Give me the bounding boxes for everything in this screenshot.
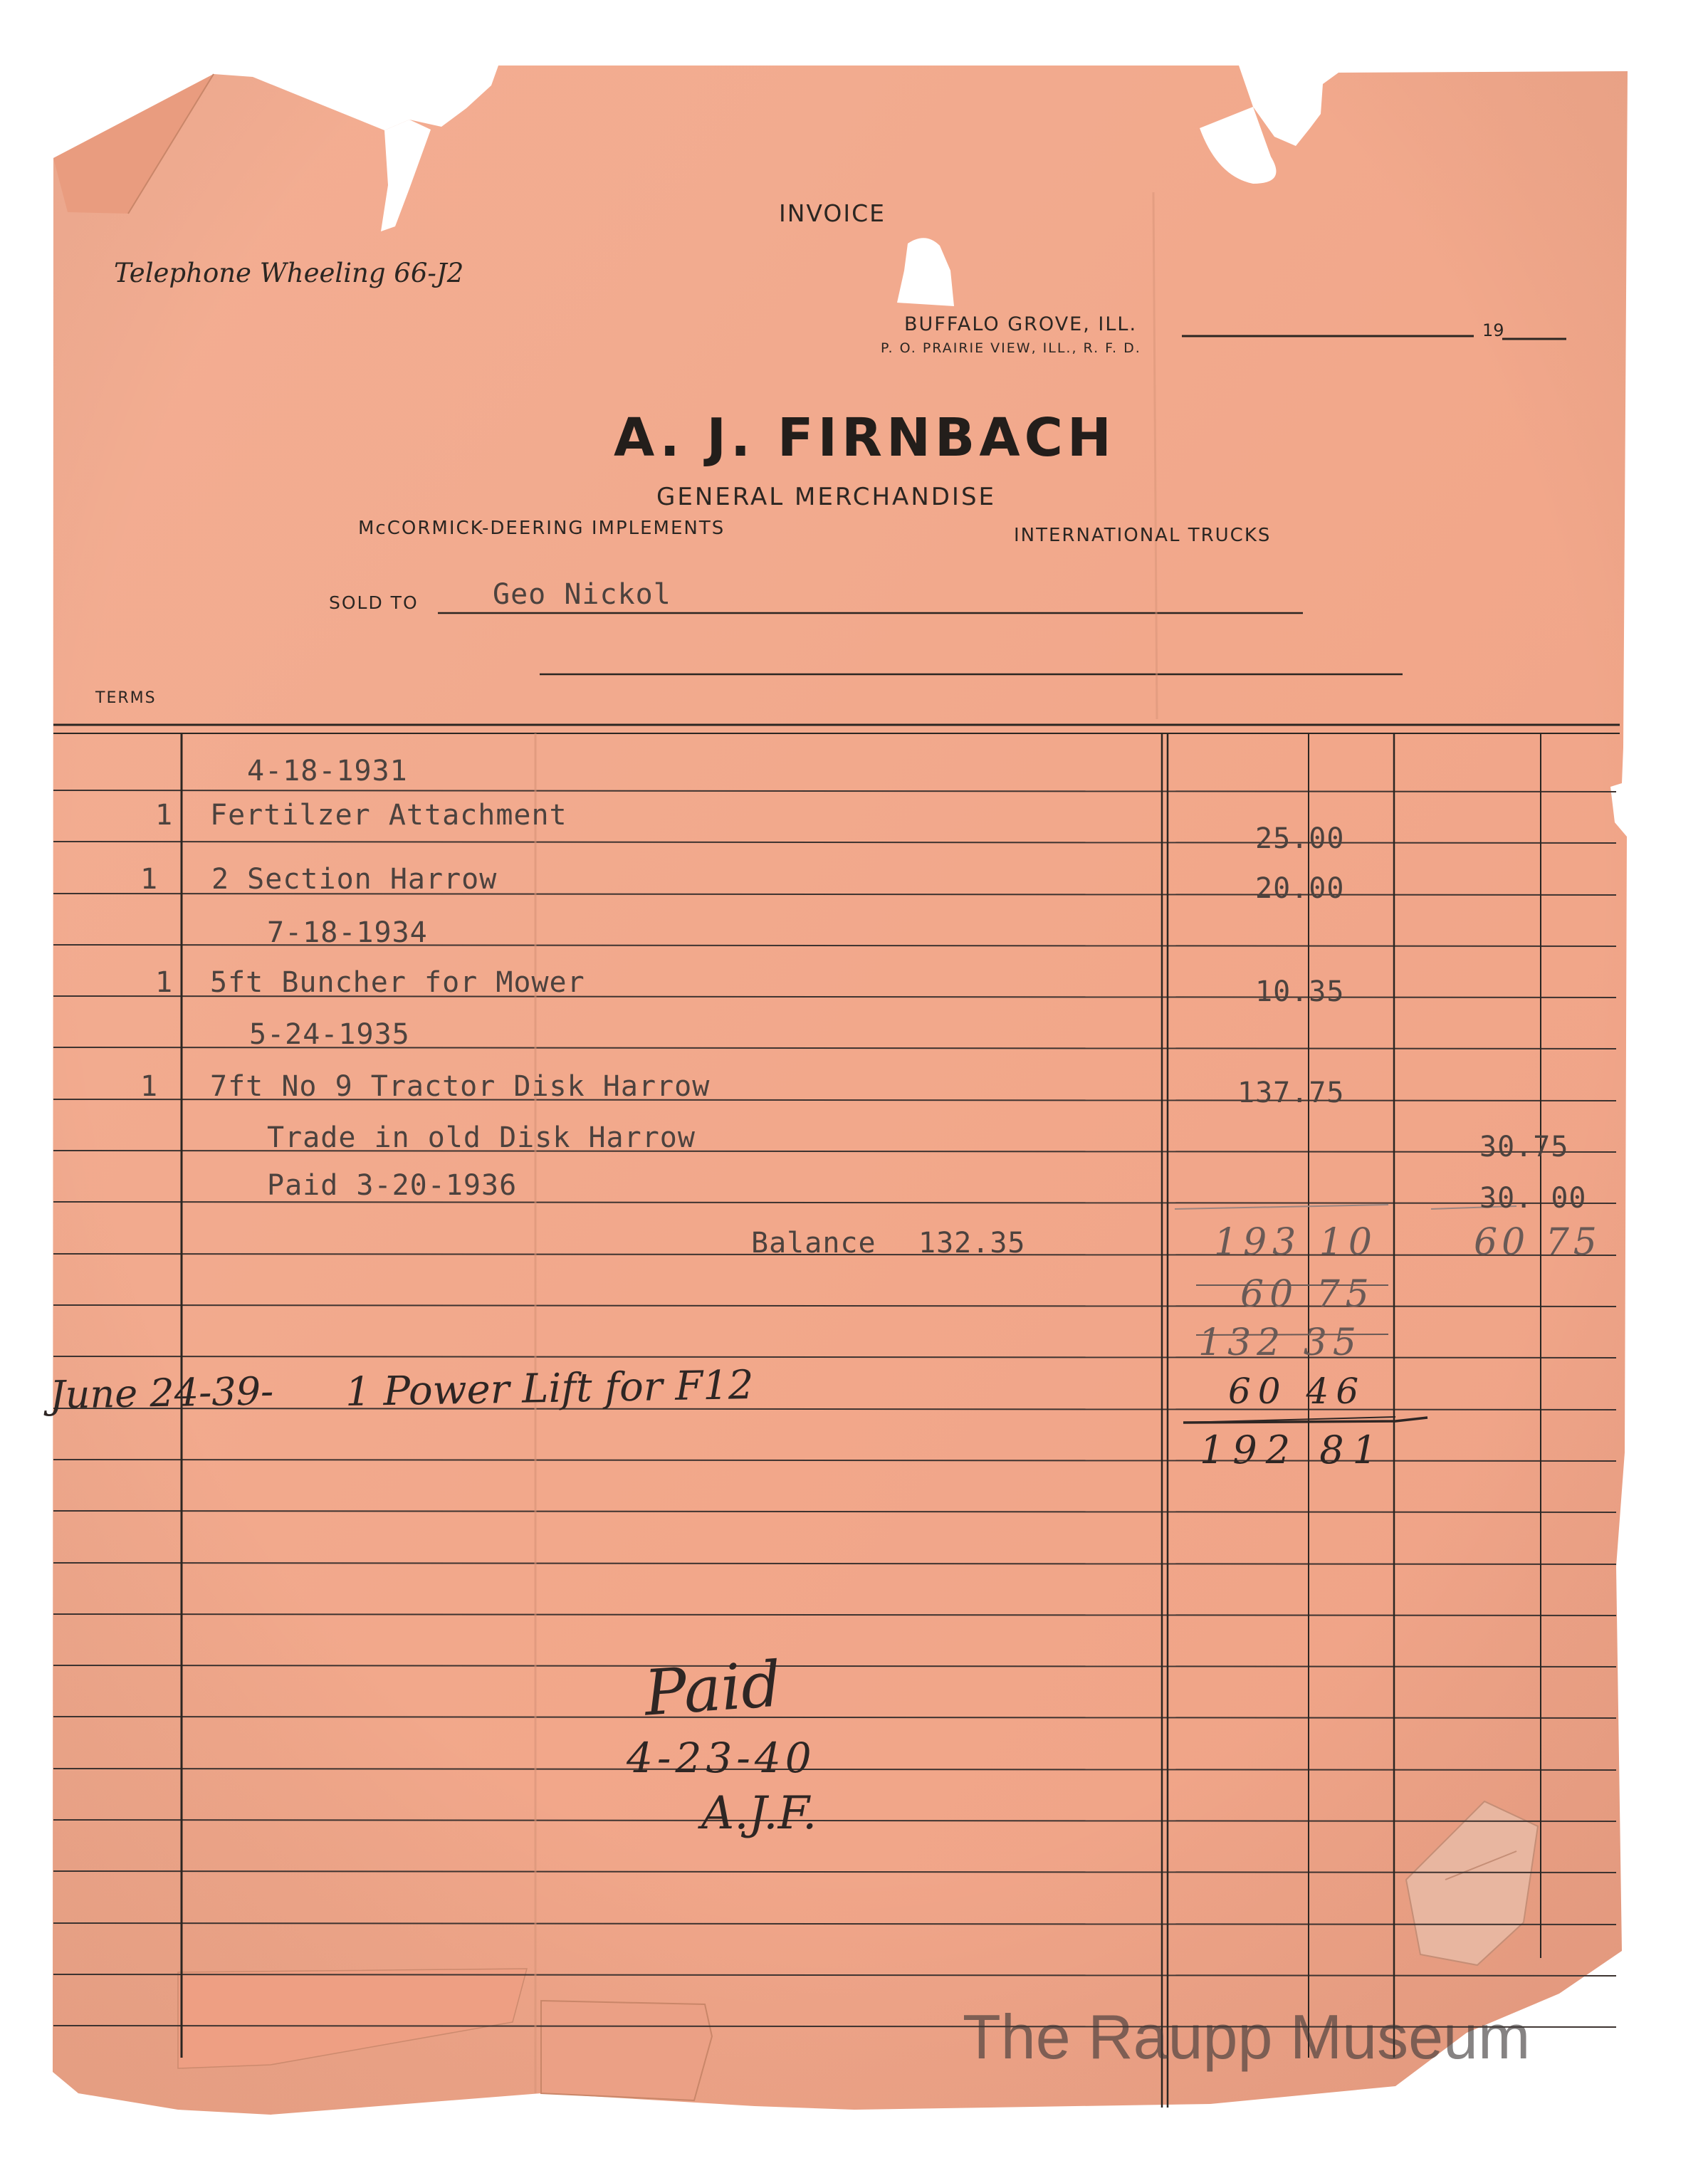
line-item-amount: 20.00 bbox=[1255, 872, 1345, 905]
line-item-desc: Trade in old Disk Harrow bbox=[267, 1121, 696, 1154]
line-item-amount: 137.75 bbox=[1237, 1077, 1345, 1109]
invoice-title: INVOICE bbox=[779, 199, 886, 227]
line-item-amount: 10.35 bbox=[1255, 975, 1345, 1008]
ink-added-amount: 60 46 bbox=[1228, 1371, 1366, 1412]
line-item-credit: 30.75 bbox=[1479, 1131, 1569, 1163]
pencil-sum-credits: 60 75 bbox=[1474, 1221, 1601, 1264]
sold-to-name: Geo Nickol bbox=[493, 578, 671, 611]
line-item-amount: 25.00 bbox=[1255, 822, 1345, 855]
post-office-line: P. O. PRAIRIE VIEW, ILL., R. F. D. bbox=[881, 340, 1141, 356]
balance-label: Balance bbox=[751, 1227, 876, 1260]
line-item-desc: 7-18-1934 bbox=[267, 916, 428, 949]
telephone-line: Telephone Wheeling 66-J2 bbox=[114, 258, 464, 288]
pencil-minus-credits: 60 75 bbox=[1240, 1273, 1375, 1316]
line-item-desc: 4-18-1931 bbox=[247, 755, 408, 787]
ink-grand-total: 192 81 bbox=[1200, 1428, 1385, 1472]
balance-amount: 132.35 bbox=[918, 1227, 1026, 1260]
line-item-credit: 30. 00 bbox=[1479, 1182, 1587, 1215]
handwritten-entry-desc: 1 Power Lift for F12 bbox=[345, 1362, 754, 1415]
line-item-desc: 2 Section Harrow bbox=[211, 863, 498, 896]
handwritten-initials: A.J.F. bbox=[701, 1787, 817, 1840]
line-item-qty: 1 bbox=[140, 863, 159, 896]
line-item-desc: 7ft No 9 Tractor Disk Harrow bbox=[210, 1070, 711, 1103]
line-item-desc: 5-24-1935 bbox=[249, 1018, 410, 1051]
firm-name: A. J. FIRNBACH bbox=[614, 407, 1116, 468]
museum-watermark: The Raupp Museum bbox=[963, 2001, 1531, 2072]
handwritten-entry-date: June 24-39- bbox=[49, 1368, 274, 1418]
line-item-desc: Paid 3-20-1936 bbox=[267, 1169, 518, 1202]
implements-line: McCORMICK-DEERING IMPLEMENTS bbox=[358, 518, 725, 539]
trucks-line: INTERNATIONAL TRUCKS bbox=[1014, 525, 1272, 546]
business-type: GENERAL MERCHANDISE bbox=[656, 483, 997, 511]
handwritten-paid-date: 4-23-40 bbox=[627, 1734, 816, 1782]
line-item-qty: 1 bbox=[155, 966, 174, 999]
line-item-desc: 5ft Buncher for Mower bbox=[210, 966, 585, 999]
handwritten-paid: Paid bbox=[641, 1647, 784, 1730]
sold-to-label: SOLD TO bbox=[329, 592, 419, 613]
location-line: BUFFALO GROVE, ILL. bbox=[904, 313, 1138, 335]
pencil-balance: 132 35 bbox=[1198, 1321, 1362, 1364]
pencil-sum-debits: 193 10 bbox=[1214, 1221, 1378, 1264]
line-item-qty: 1 bbox=[140, 1070, 159, 1103]
line-item-qty: 1 bbox=[155, 799, 174, 832]
line-item-desc: Fertilzer Attachment bbox=[210, 799, 567, 832]
terms-label: TERMS bbox=[95, 689, 157, 707]
year-prefix: 19 bbox=[1482, 320, 1504, 340]
